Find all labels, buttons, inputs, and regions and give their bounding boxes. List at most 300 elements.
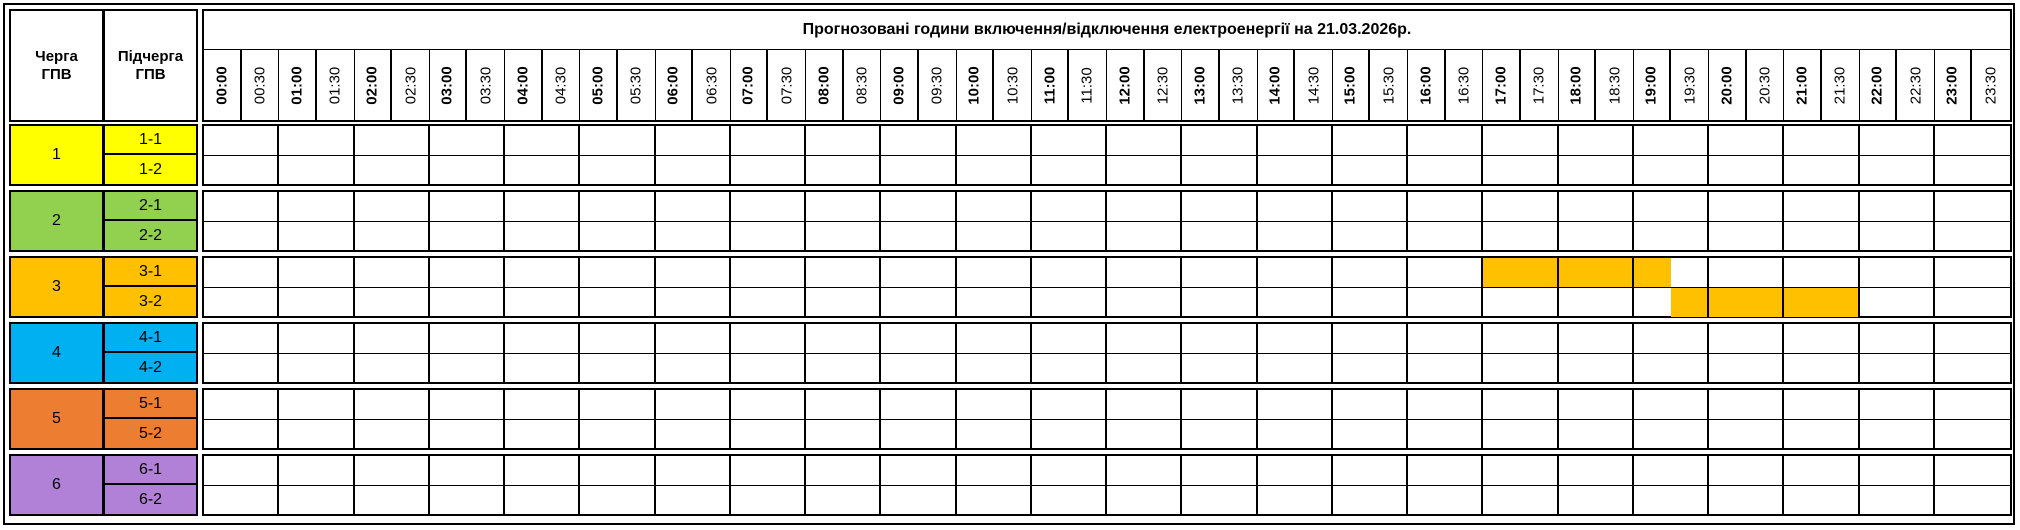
schedule-cell bbox=[806, 354, 844, 383]
schedule-cell bbox=[355, 486, 393, 515]
subqueue-label: 6-1 bbox=[105, 456, 196, 485]
schedule-cell bbox=[1596, 192, 1634, 221]
schedule-cell bbox=[1107, 192, 1145, 221]
schedule-cell bbox=[768, 354, 806, 383]
schedule-cell bbox=[1972, 354, 2010, 383]
schedule-cell bbox=[618, 390, 656, 419]
schedule-cell bbox=[1408, 258, 1446, 287]
schedule-cell bbox=[242, 456, 280, 485]
schedule-cell bbox=[430, 288, 468, 317]
schedule-cell bbox=[204, 156, 242, 185]
schedule-cell bbox=[656, 222, 694, 251]
schedule-cell bbox=[430, 420, 468, 449]
schedule-cell bbox=[1295, 456, 1333, 485]
time-slot-header bbox=[693, 50, 731, 120]
schedule-cell bbox=[1559, 192, 1597, 221]
schedule-cell bbox=[1483, 156, 1521, 185]
subqueue-label: 3-2 bbox=[138, 292, 163, 310]
schedule-cell bbox=[844, 288, 882, 317]
schedule-cell bbox=[957, 456, 995, 485]
schedule-grid-row bbox=[202, 454, 2012, 516]
schedule-cell bbox=[1032, 324, 1070, 353]
schedule-cell bbox=[279, 354, 317, 383]
schedule-cell bbox=[1069, 156, 1107, 185]
schedule-cell bbox=[1671, 258, 1709, 287]
schedule-cell bbox=[1822, 390, 1860, 419]
schedule-cell bbox=[656, 126, 694, 155]
schedule-cell bbox=[844, 456, 882, 485]
schedule-cell bbox=[242, 222, 280, 251]
schedule-cell bbox=[1935, 486, 1973, 515]
time-slot-header bbox=[994, 50, 1032, 120]
schedule-cell bbox=[1333, 288, 1371, 317]
schedule-cell bbox=[242, 288, 280, 317]
schedule-cell bbox=[1408, 390, 1446, 419]
time-slot-header bbox=[1069, 50, 1107, 120]
schedule-cell bbox=[1295, 156, 1333, 185]
time-slot-header bbox=[543, 50, 581, 120]
time-slot-header bbox=[656, 50, 694, 120]
schedule-cell bbox=[693, 288, 731, 317]
time-slot-label: 02:00 bbox=[363, 65, 381, 105]
schedule-cell bbox=[1784, 126, 1822, 155]
schedule-cell bbox=[1634, 354, 1672, 383]
time-slot-header bbox=[806, 50, 844, 120]
schedule-cell bbox=[1446, 156, 1484, 185]
schedule-cell bbox=[1408, 126, 1446, 155]
schedule-cell bbox=[1483, 126, 1521, 155]
schedule-cell bbox=[467, 420, 505, 449]
schedule-cell bbox=[1747, 456, 1785, 485]
schedule-cell bbox=[1408, 324, 1446, 353]
schedule-cell bbox=[957, 390, 995, 419]
schedule-cell bbox=[1972, 456, 2010, 485]
schedule-cell bbox=[1258, 156, 1296, 185]
schedule-cell bbox=[1671, 420, 1709, 449]
schedule-cell bbox=[430, 258, 468, 287]
time-slot-header bbox=[1295, 50, 1333, 120]
time-slot-header bbox=[1483, 50, 1521, 120]
schedule-cell bbox=[1483, 192, 1521, 221]
schedule-cell bbox=[1972, 258, 2010, 287]
time-slot-header bbox=[505, 50, 543, 120]
schedule-cell bbox=[204, 390, 242, 419]
schedule-cell bbox=[1935, 222, 1973, 251]
schedule-cell bbox=[1671, 156, 1709, 185]
schedule-cell bbox=[1107, 222, 1145, 251]
schedule-cell bbox=[1446, 486, 1484, 515]
schedule-cell bbox=[392, 420, 430, 449]
schedule-cell bbox=[1634, 192, 1672, 221]
schedule-cell bbox=[1822, 324, 1860, 353]
schedule-cell bbox=[580, 390, 618, 419]
time-slot-header bbox=[618, 50, 656, 120]
schedule-cell bbox=[1935, 390, 1973, 419]
time-slot-label: 21:00 bbox=[1793, 65, 1811, 105]
schedule-cell bbox=[1784, 456, 1822, 485]
schedule-cell bbox=[505, 222, 543, 251]
schedule-cell bbox=[1182, 354, 1220, 383]
schedule-cell bbox=[881, 354, 919, 383]
schedule-cell bbox=[1709, 456, 1747, 485]
row-divider bbox=[204, 287, 2010, 288]
schedule-cell bbox=[1258, 486, 1296, 515]
schedule-cell bbox=[204, 222, 242, 251]
schedule-cell bbox=[317, 126, 355, 155]
outage-cell bbox=[1559, 258, 1597, 287]
schedule-cell bbox=[355, 126, 393, 155]
schedule-cell bbox=[731, 156, 769, 185]
schedule-cell bbox=[618, 192, 656, 221]
schedule-cell bbox=[1295, 420, 1333, 449]
schedule-cell bbox=[580, 258, 618, 287]
time-slot-header bbox=[1258, 50, 1296, 120]
schedule-cell bbox=[1107, 354, 1145, 383]
schedule-cell bbox=[881, 192, 919, 221]
schedule-cell bbox=[1446, 456, 1484, 485]
schedule-cell bbox=[543, 192, 581, 221]
schedule-cell bbox=[580, 222, 618, 251]
schedule-cell bbox=[1559, 126, 1597, 155]
schedule-cell bbox=[731, 192, 769, 221]
schedule-cell bbox=[1107, 156, 1145, 185]
schedule-cell bbox=[1446, 288, 1484, 317]
time-slot-header bbox=[1671, 50, 1709, 120]
subqueue-label: 6-2 bbox=[138, 490, 163, 508]
queue-label: 1 bbox=[52, 146, 61, 163]
subqueue-header bbox=[103, 9, 198, 122]
queue-cell bbox=[9, 322, 104, 384]
schedule-cell bbox=[919, 456, 957, 485]
schedule-cell bbox=[1559, 156, 1597, 185]
schedule-cell bbox=[1333, 456, 1371, 485]
schedule-cell bbox=[1596, 324, 1634, 353]
schedule-cell bbox=[1709, 192, 1747, 221]
schedule-cell bbox=[1295, 258, 1333, 287]
row-divider bbox=[204, 221, 2010, 222]
schedule-cell bbox=[1258, 258, 1296, 287]
schedule-cell bbox=[994, 456, 1032, 485]
schedule-cell bbox=[1521, 324, 1559, 353]
time-slot-header bbox=[919, 50, 957, 120]
schedule-cell bbox=[693, 192, 731, 221]
schedule-cell bbox=[204, 258, 242, 287]
schedule-cell bbox=[1634, 390, 1672, 419]
schedule-cell bbox=[1032, 390, 1070, 419]
time-slot-header bbox=[1897, 50, 1935, 120]
schedule-cell bbox=[919, 126, 957, 155]
schedule-cell bbox=[1333, 192, 1371, 221]
schedule-cell bbox=[919, 354, 957, 383]
schedule-cell bbox=[656, 258, 694, 287]
time-slot-header bbox=[204, 50, 242, 120]
schedule-cell bbox=[1935, 420, 1973, 449]
schedule-cell bbox=[994, 486, 1032, 515]
schedule-cell bbox=[881, 126, 919, 155]
time-slot-label: 09:00 bbox=[890, 65, 908, 105]
schedule-cell bbox=[1182, 324, 1220, 353]
schedule-cell bbox=[1784, 156, 1822, 185]
schedule-cell bbox=[919, 486, 957, 515]
schedule-cell bbox=[1559, 486, 1597, 515]
schedule-cell bbox=[242, 192, 280, 221]
schedule-cell bbox=[1333, 390, 1371, 419]
subqueue-label: 2-1 bbox=[105, 192, 196, 221]
time-slot-header bbox=[317, 50, 355, 120]
schedule-cell bbox=[844, 324, 882, 353]
schedule-cell bbox=[355, 192, 393, 221]
schedule-cell bbox=[392, 258, 430, 287]
schedule-cell bbox=[1521, 354, 1559, 383]
schedule-cell bbox=[505, 156, 543, 185]
schedule-cell bbox=[994, 420, 1032, 449]
time-slot-label: 07:30 bbox=[778, 66, 796, 104]
subqueue-cell bbox=[103, 454, 198, 516]
schedule-cell bbox=[1559, 390, 1597, 419]
time-slot-label: 13:00 bbox=[1191, 65, 1209, 105]
schedule-cell bbox=[1935, 192, 1973, 221]
schedule-cell bbox=[994, 156, 1032, 185]
schedule-cell bbox=[1935, 258, 1973, 287]
schedule-cell bbox=[1596, 420, 1634, 449]
schedule-cell bbox=[1295, 288, 1333, 317]
schedule-cell bbox=[1032, 486, 1070, 515]
queue-cell bbox=[9, 454, 104, 516]
time-slot-label: 19:00 bbox=[1643, 65, 1661, 105]
time-slot-header bbox=[1747, 50, 1785, 120]
schedule-cell bbox=[1446, 324, 1484, 353]
schedule-cell bbox=[242, 156, 280, 185]
schedule-cell bbox=[768, 456, 806, 485]
schedule-cell bbox=[919, 390, 957, 419]
schedule-cell bbox=[392, 222, 430, 251]
time-slot-label: 04:30 bbox=[552, 66, 570, 104]
schedule-cell bbox=[1860, 354, 1898, 383]
schedule-cell bbox=[881, 156, 919, 185]
schedule-cell bbox=[317, 222, 355, 251]
schedule-cell bbox=[580, 354, 618, 383]
subqueue-label: 5-1 bbox=[105, 390, 196, 419]
schedule-cell bbox=[242, 390, 280, 419]
schedule-cell bbox=[430, 222, 468, 251]
schedule-cell bbox=[881, 324, 919, 353]
schedule-cell bbox=[317, 288, 355, 317]
schedule-cell bbox=[1333, 420, 1371, 449]
schedule-cell bbox=[1822, 258, 1860, 287]
outage-cell bbox=[1483, 258, 1521, 287]
schedule-cell bbox=[1671, 324, 1709, 353]
schedule-cell bbox=[430, 324, 468, 353]
schedule-cell bbox=[957, 222, 995, 251]
schedule-cell bbox=[1408, 486, 1446, 515]
schedule-cell bbox=[1446, 420, 1484, 449]
schedule-cell bbox=[731, 420, 769, 449]
schedule-cell bbox=[317, 156, 355, 185]
schedule-cell bbox=[1709, 324, 1747, 353]
queue-label: 5 bbox=[52, 410, 61, 427]
time-slot-header bbox=[1220, 50, 1258, 120]
schedule-cell bbox=[543, 420, 581, 449]
schedule-cell bbox=[392, 390, 430, 419]
schedule-cell bbox=[279, 390, 317, 419]
schedule-cell bbox=[1220, 324, 1258, 353]
schedule-cell bbox=[1145, 222, 1183, 251]
schedule-cell bbox=[355, 354, 393, 383]
schedule-cell bbox=[693, 156, 731, 185]
schedule-cell bbox=[1220, 456, 1258, 485]
queue-cell bbox=[9, 124, 104, 186]
schedule-cell bbox=[242, 126, 280, 155]
schedule-cell bbox=[1935, 456, 1973, 485]
outage-cell bbox=[1596, 258, 1634, 287]
schedule-cell bbox=[1822, 354, 1860, 383]
time-slot-label: 16:00 bbox=[1417, 65, 1435, 105]
schedule-cell bbox=[1521, 156, 1559, 185]
schedule-cell bbox=[844, 126, 882, 155]
time-slot-header bbox=[1935, 50, 1973, 120]
schedule-cell bbox=[317, 456, 355, 485]
schedule-cell bbox=[731, 486, 769, 515]
schedule-cell bbox=[994, 126, 1032, 155]
schedule-cell bbox=[1145, 288, 1183, 317]
time-slot-label: 07:00 bbox=[740, 65, 758, 105]
schedule-cell bbox=[844, 390, 882, 419]
outage-cell bbox=[1671, 288, 1709, 317]
schedule-cell bbox=[1069, 456, 1107, 485]
schedule-cell bbox=[768, 156, 806, 185]
schedule-cell bbox=[1897, 486, 1935, 515]
schedule-cell bbox=[505, 486, 543, 515]
schedule-cell bbox=[1408, 156, 1446, 185]
schedule-cell bbox=[1935, 324, 1973, 353]
schedule-cell bbox=[656, 390, 694, 419]
schedule-cell bbox=[204, 456, 242, 485]
schedule-cell bbox=[768, 420, 806, 449]
schedule-cell bbox=[355, 456, 393, 485]
schedule-cell bbox=[919, 420, 957, 449]
schedule-cell bbox=[1295, 222, 1333, 251]
schedule-cell bbox=[1220, 390, 1258, 419]
schedule-cell bbox=[1860, 156, 1898, 185]
schedule-cell bbox=[1408, 192, 1446, 221]
schedule-cell bbox=[1446, 126, 1484, 155]
schedule-cell bbox=[994, 258, 1032, 287]
schedule-cell bbox=[731, 288, 769, 317]
schedule-cell bbox=[1370, 192, 1408, 221]
schedule-cell bbox=[1784, 222, 1822, 251]
schedule-cell bbox=[1220, 222, 1258, 251]
schedule-cell bbox=[1784, 192, 1822, 221]
subqueue-label: 4-2 bbox=[138, 358, 163, 376]
schedule-cell bbox=[957, 288, 995, 317]
schedule-cell bbox=[1258, 324, 1296, 353]
row-divider bbox=[204, 485, 2010, 486]
schedule-cell bbox=[768, 222, 806, 251]
schedule-cell bbox=[467, 390, 505, 419]
time-slot-label: 08:30 bbox=[853, 66, 871, 104]
schedule-cell bbox=[881, 222, 919, 251]
schedule-cell bbox=[806, 486, 844, 515]
schedule-cell bbox=[1333, 486, 1371, 515]
schedule-cell bbox=[994, 288, 1032, 317]
schedule-cell bbox=[1860, 258, 1898, 287]
schedule-cell bbox=[1107, 126, 1145, 155]
schedule-cell bbox=[279, 324, 317, 353]
schedule-cell bbox=[1596, 288, 1634, 317]
time-slot-label: 22:30 bbox=[1906, 66, 1924, 104]
schedule-cell bbox=[957, 354, 995, 383]
schedule-cell bbox=[467, 354, 505, 383]
outage-cell bbox=[1709, 288, 1747, 317]
schedule-cell bbox=[1032, 192, 1070, 221]
schedule-cell bbox=[543, 258, 581, 287]
schedule-cell bbox=[1784, 354, 1822, 383]
time-slot-header bbox=[1784, 50, 1822, 120]
schedule-cell bbox=[580, 288, 618, 317]
schedule-cell bbox=[317, 420, 355, 449]
time-slot-header bbox=[1145, 50, 1183, 120]
schedule-cell bbox=[1521, 456, 1559, 485]
schedule-cell bbox=[881, 456, 919, 485]
schedule-cell bbox=[505, 192, 543, 221]
schedule-cell bbox=[1069, 222, 1107, 251]
schedule-cell bbox=[317, 324, 355, 353]
schedule-cell bbox=[1483, 222, 1521, 251]
schedule-cell bbox=[1521, 126, 1559, 155]
schedule-cell bbox=[204, 126, 242, 155]
schedule-cell bbox=[1747, 192, 1785, 221]
schedule-cell bbox=[355, 390, 393, 419]
schedule-cell bbox=[1634, 288, 1672, 317]
schedule-cell bbox=[355, 324, 393, 353]
row-divider bbox=[204, 419, 2010, 420]
schedule-cell bbox=[1333, 126, 1371, 155]
queue-cell bbox=[9, 256, 104, 318]
time-slot-label: 04:00 bbox=[514, 65, 532, 105]
schedule-cell bbox=[919, 258, 957, 287]
schedule-cell bbox=[580, 156, 618, 185]
schedule-cell bbox=[994, 390, 1032, 419]
time-slot-label: 20:30 bbox=[1756, 66, 1774, 104]
schedule-cell bbox=[881, 486, 919, 515]
schedule-cell bbox=[618, 324, 656, 353]
schedule-cell bbox=[1634, 324, 1672, 353]
schedule-cell bbox=[881, 258, 919, 287]
schedule-cell bbox=[1559, 456, 1597, 485]
subqueue-cell bbox=[103, 124, 198, 186]
schedule-cell bbox=[1784, 258, 1822, 287]
schedule-cell bbox=[618, 126, 656, 155]
schedule-cell bbox=[768, 126, 806, 155]
subqueue-label: 4-1 bbox=[105, 324, 196, 353]
schedule-cell bbox=[1258, 288, 1296, 317]
schedule-cell bbox=[430, 354, 468, 383]
queue-header bbox=[9, 9, 104, 122]
schedule-cell bbox=[1258, 222, 1296, 251]
schedule-cell bbox=[1446, 390, 1484, 419]
schedule-cell bbox=[580, 324, 618, 353]
outage-cell bbox=[1822, 288, 1860, 317]
schedule-cell bbox=[1408, 222, 1446, 251]
schedule-cell bbox=[1671, 192, 1709, 221]
schedule-cell bbox=[1258, 390, 1296, 419]
schedule-cell bbox=[1972, 222, 2010, 251]
schedule-cell bbox=[1145, 456, 1183, 485]
schedule-cell bbox=[768, 288, 806, 317]
schedule-cell bbox=[1446, 354, 1484, 383]
schedule-cell bbox=[1145, 486, 1183, 515]
schedule-grid-row bbox=[202, 322, 2012, 384]
